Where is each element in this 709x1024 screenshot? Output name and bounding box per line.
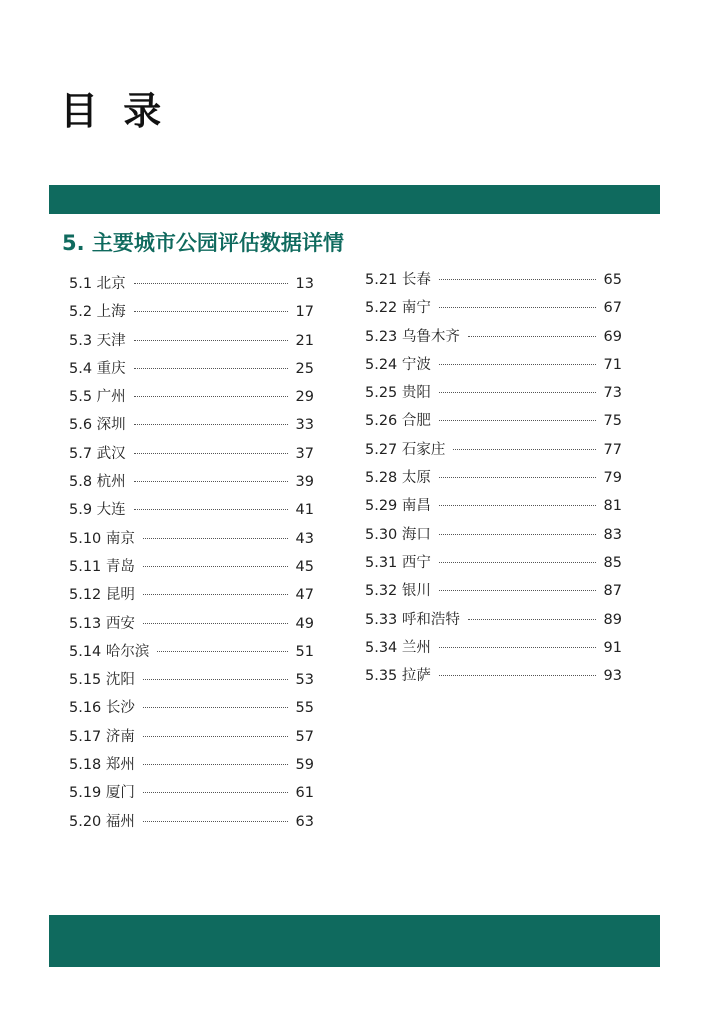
toc-entry[interactable] [365,494,622,522]
toc-entry[interactable] [69,583,314,611]
toc-entry-label: 5.34 兰州 [365,639,431,656]
toc-entry-label: 5.4 重庆 [69,360,126,377]
toc-dot-leader [134,453,288,454]
toc-entry[interactable] [69,696,314,724]
toc-dot-leader [143,623,288,624]
toc-dot-leader [439,307,596,308]
toc-entry-label: 5.29 南昌 [365,498,431,515]
toc-dot-leader [134,368,288,369]
toc-entry[interactable] [69,781,314,809]
toc-entry[interactable] [365,523,622,551]
toc-entry-label: 5.2 上海 [69,304,126,321]
toc-entry-page-number: 81 [603,498,622,515]
toc-entry-page-number: 79 [603,470,622,487]
toc-entry-page-number: 83 [603,526,622,543]
toc-entry-page-number: 87 [603,583,622,600]
toc-entry-page-number: 75 [603,413,622,430]
toc-entry-label: 5.16 长沙 [69,700,135,717]
toc-dot-leader [143,792,288,793]
toc-dot-leader [143,736,288,737]
toc-entry-label: 5.5 广州 [69,389,126,406]
toc-entry-page-number: 51 [295,643,314,660]
toc-entry-page-number: 73 [603,385,622,402]
toc-dot-leader [143,764,288,765]
toc-entry-label: 5.7 武汉 [69,445,126,462]
toc-entry-page-number: 17 [295,304,314,321]
toc-dot-leader [143,821,288,822]
toc-entry[interactable] [69,640,314,668]
toc-dot-leader [143,594,288,595]
toc-entry-label: 5.35 拉萨 [365,668,431,685]
toc-entry-label: 5.25 贵阳 [365,385,431,402]
toc-entry-label: 5.20 福州 [69,813,135,830]
toc-entry-label: 5.27 石家庄 [365,441,446,458]
toc-entry-page-number: 61 [295,785,314,802]
toc-entry[interactable] [365,409,622,437]
toc-entry-page-number: 33 [295,417,314,434]
toc-entry[interactable] [365,636,622,664]
toc-entry-page-number: 59 [295,757,314,774]
toc-entry-page-number: 69 [603,328,622,345]
toc-entry[interactable] [69,612,314,640]
toc-entry-page-number: 85 [603,554,622,571]
toc-entry[interactable] [69,725,314,753]
toc-entry[interactable] [365,551,622,579]
toc-entry-page-number: 53 [295,672,314,689]
toc-entry-label: 5.10 南京 [69,530,135,547]
toc-dot-leader [134,311,288,312]
toc-dot-leader [134,396,288,397]
toc-entry-label: 5.11 青岛 [69,558,135,575]
toc-entry[interactable] [69,329,314,357]
toc-entry-label: 5.8 杭州 [69,474,126,491]
toc-entry-page-number: 65 [603,272,622,288]
toc-entry-label: 5.12 昆明 [69,587,135,604]
toc-entry[interactable] [69,753,314,781]
toc-entry[interactable] [69,527,314,555]
toc-entry-label: 5.18 郑州 [69,757,135,774]
toc-entry[interactable] [365,353,622,381]
toc-entry-label: 5.24 宁波 [365,356,431,373]
toc-entry[interactable] [69,668,314,696]
toc-dot-leader [439,364,596,365]
toc-entry[interactable] [69,810,314,838]
toc-entry-page-number: 57 [295,728,314,745]
toc-entry-page-number: 77 [603,441,622,458]
toc-entry[interactable] [365,381,622,409]
toc-entry-label: 5.14 哈尔滨 [69,643,150,660]
toc-dot-leader [468,619,596,620]
toc-entry-label: 5.15 沈阳 [69,672,135,689]
toc-entry[interactable] [365,296,622,324]
toc-entry-page-number: 63 [295,813,314,830]
toc-entry-page-number: 55 [295,700,314,717]
toc-entry[interactable] [69,272,314,300]
toc-entry[interactable] [365,268,622,296]
toc-entry-page-number: 37 [295,445,314,462]
toc-entry-page-number: 49 [295,615,314,632]
toc-entry[interactable] [365,579,622,607]
toc-entry-page-number: 43 [295,530,314,547]
toc-column-right [365,268,622,692]
toc-entry[interactable] [69,413,314,441]
page-title: 目 录 [60,89,168,133]
toc-entry[interactable] [69,555,314,583]
toc-entry-label: 5.31 西宁 [365,554,431,571]
footer-band [49,915,660,967]
toc-entry-page-number: 67 [603,300,622,317]
toc-entry-label: 5.19 厦门 [69,785,135,802]
toc-entry-label: 5.17 济南 [69,728,135,745]
toc-dot-leader [439,392,596,393]
toc-dot-leader [439,505,596,506]
toc-dot-leader [143,679,288,680]
toc-entry-label: 5.6 深圳 [69,417,126,434]
toc-entry-label: 5.3 天津 [69,332,126,349]
toc-dot-leader [134,481,288,482]
toc-entry-page-number: 93 [603,668,622,685]
toc-dot-leader [134,283,288,284]
toc-entry-label: 5.26 合肥 [365,413,431,430]
toc-entry[interactable] [365,608,622,636]
toc-entry-page-number: 13 [295,276,314,292]
toc-dot-leader [439,590,596,591]
toc-entry-label: 5.28 太原 [365,470,431,487]
toc-entry-label: 5.9 大连 [69,502,126,519]
toc-entry-label: 5.13 西安 [69,615,135,632]
toc-entry-label: 5.23 乌鲁木齐 [365,328,460,345]
toc-dot-leader [439,534,596,535]
toc-dot-leader [134,424,288,425]
toc-entry-page-number: 47 [295,587,314,604]
toc-dot-leader [468,336,596,337]
toc-entry[interactable] [69,442,314,470]
toc-entry-label: 5.1 北京 [69,276,126,292]
toc-entry-label: 5.30 海口 [365,526,431,543]
section-heading: 5. 主要城市公园评估数据详情 [62,231,344,255]
toc-entry-page-number: 45 [295,558,314,575]
toc-dot-leader [453,449,595,450]
toc-entry-page-number: 71 [603,356,622,373]
toc-entry-page-number: 25 [295,360,314,377]
toc-dot-leader [439,562,596,563]
toc-dot-leader [143,538,288,539]
header-band [49,185,660,214]
toc-entry-label: 5.33 呼和浩特 [365,611,460,628]
toc-entry[interactable] [365,664,622,692]
toc-entry-label: 5.21 长春 [365,272,431,288]
toc-entry[interactable] [69,498,314,526]
toc-entry-page-number: 29 [295,389,314,406]
toc-dot-leader [439,675,596,676]
toc-entry[interactable] [365,438,622,466]
toc-dot-leader [439,420,596,421]
toc-entry[interactable] [365,325,622,353]
toc-dot-leader [439,477,596,478]
toc-entry[interactable] [69,385,314,413]
toc-dot-leader [439,279,596,280]
toc-entry-page-number: 89 [603,611,622,628]
toc-entry-label: 5.22 南宁 [365,300,431,317]
toc-entry[interactable] [69,470,314,498]
toc-entry[interactable] [365,466,622,494]
toc-column-left [69,272,314,838]
toc-dot-leader [439,647,596,648]
toc-entry[interactable] [69,300,314,328]
toc-dot-leader [134,340,288,341]
toc-dot-leader [157,651,287,652]
toc-dot-leader [143,707,288,708]
toc-entry-page-number: 21 [295,332,314,349]
toc-entry-page-number: 39 [295,474,314,491]
toc-dot-leader [134,509,288,510]
toc-dot-leader [143,566,288,567]
toc-entry-label: 5.32 银川 [365,583,431,600]
toc-entry-page-number: 41 [295,502,314,519]
toc-entry[interactable] [69,357,314,385]
toc-entry-page-number: 91 [603,639,622,656]
